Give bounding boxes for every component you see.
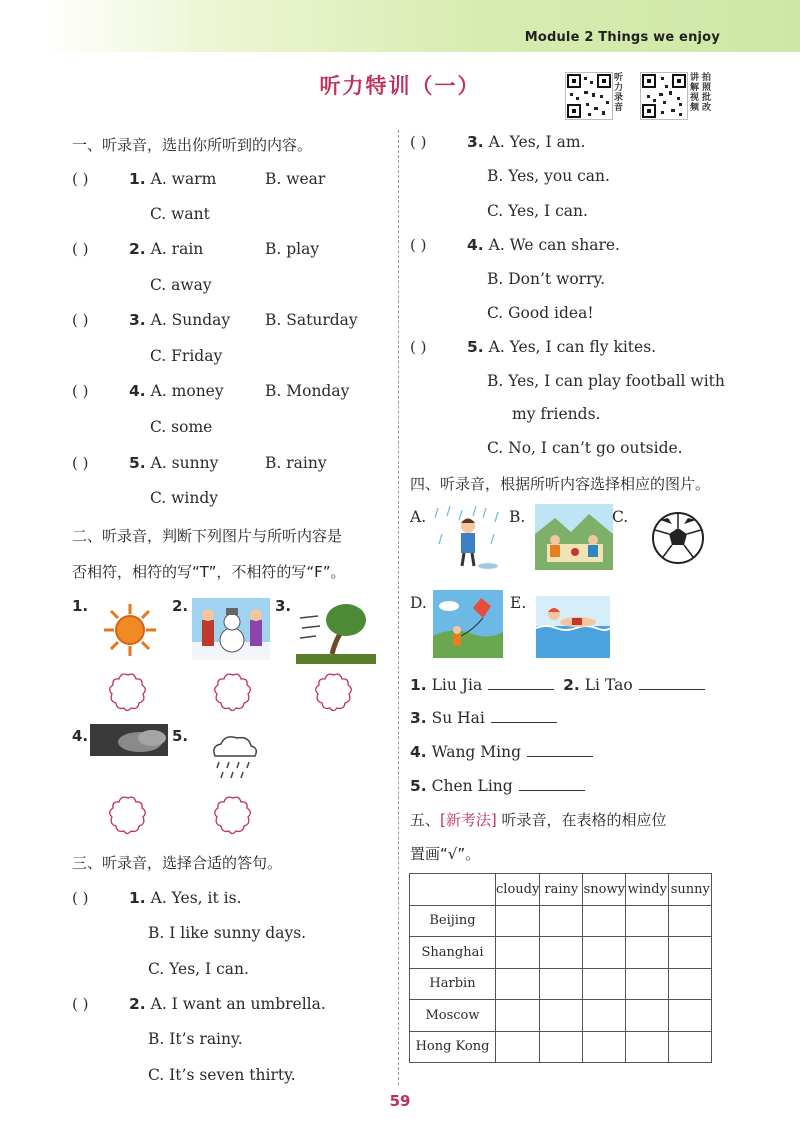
section-1-title: 一、听录音，选出你所听到的内容。 xyxy=(72,136,313,154)
new-test-tag: [新考法] xyxy=(440,811,497,829)
table-cell[interactable] xyxy=(583,905,626,937)
answer-flower-3[interactable] xyxy=(314,672,354,712)
answer-paren[interactable]: ( ) xyxy=(72,240,89,258)
s2-label-1: 1. xyxy=(72,597,89,615)
table-cell[interactable] xyxy=(669,937,712,969)
table-cell[interactable] xyxy=(583,1000,626,1032)
s2-label-5: 5. xyxy=(172,727,189,745)
s4-pic-label-e: E. xyxy=(510,594,527,612)
s4-name-row-4: 4. Wang Ming xyxy=(410,743,593,761)
table-row xyxy=(410,1000,712,1032)
s4-pic-label-a: A. xyxy=(410,508,427,526)
table-cell[interactable] xyxy=(496,1031,540,1063)
table-cell[interactable] xyxy=(626,968,669,1000)
column-header: windy xyxy=(626,874,669,906)
table-cell[interactable] xyxy=(540,1031,583,1063)
table-cell[interactable] xyxy=(626,937,669,969)
table-cell[interactable] xyxy=(540,937,583,969)
table-cell[interactable] xyxy=(669,1031,712,1063)
qr-label-left: 听 力 录 音 xyxy=(614,73,624,113)
s2-label-4: 4. xyxy=(72,727,89,745)
answer-flower-4[interactable] xyxy=(108,795,148,835)
answer-flower-2[interactable] xyxy=(213,672,253,712)
table-cell[interactable] xyxy=(626,1031,669,1063)
section-2-title-line-2: 否相符，相符的写“T”，不相符的写“F”。 xyxy=(72,563,346,581)
qr-code-listening[interactable] xyxy=(565,72,613,120)
sun-icon xyxy=(102,602,158,658)
page-number: 59 xyxy=(389,1092,411,1110)
s4-pic-label-d: D. xyxy=(410,594,427,612)
table-row xyxy=(410,1031,712,1063)
answer-blank[interactable] xyxy=(639,688,705,690)
answer-blank[interactable] xyxy=(527,755,593,757)
answer-paren[interactable]: ( ) xyxy=(410,236,427,254)
row-header: Hong Kong xyxy=(410,1031,496,1063)
answer-paren[interactable]: ( ) xyxy=(72,311,89,329)
column-header: rainy xyxy=(540,874,583,906)
column-header: cloudy xyxy=(496,874,540,906)
row-header: Shanghai xyxy=(410,937,496,969)
table-cell[interactable] xyxy=(626,905,669,937)
table-header-row xyxy=(410,874,712,906)
s4-pic-label-b: B. xyxy=(509,508,526,526)
answer-blank[interactable] xyxy=(488,688,554,690)
column-header: sunny xyxy=(669,874,712,906)
table-cell[interactable] xyxy=(496,905,540,937)
answer-flower-5[interactable] xyxy=(213,795,253,835)
answer-paren[interactable]: ( ) xyxy=(410,133,427,151)
page-title: 听力特训（一） xyxy=(319,74,481,98)
snowman-picture xyxy=(192,598,270,660)
table-cell[interactable] xyxy=(626,1000,669,1032)
table-cell[interactable] xyxy=(496,968,540,1000)
answer-paren[interactable]: ( ) xyxy=(72,170,89,188)
rain-cloud-icon xyxy=(205,732,261,788)
table-cell[interactable] xyxy=(669,905,712,937)
section-3-title: 三、听录音，选择合适的答句。 xyxy=(72,854,283,872)
kite-flying-picture xyxy=(433,590,503,658)
table-row xyxy=(410,968,712,1000)
swimming-picture xyxy=(536,596,610,658)
column-divider xyxy=(398,130,399,1085)
s4-pic-label-c: C. xyxy=(612,508,629,526)
answer-blank[interactable] xyxy=(519,789,585,791)
module-title: Module 2 Things we enjoy xyxy=(524,30,720,45)
answer-blank[interactable] xyxy=(491,721,557,723)
answer-flower-1[interactable] xyxy=(108,672,148,712)
table-corner-cell xyxy=(410,874,496,906)
row-header: Beijing xyxy=(410,905,496,937)
qr-code-video[interactable] xyxy=(640,72,688,120)
row-header: Moscow xyxy=(410,1000,496,1032)
table-cell[interactable] xyxy=(540,1000,583,1032)
table-row xyxy=(410,905,712,937)
s4-name-row-3: 3. Su Hai xyxy=(410,709,557,727)
answer-paren[interactable]: ( ) xyxy=(72,382,89,400)
section-5-title-line-2: 置画“√”。 xyxy=(410,845,481,863)
football-icon xyxy=(650,510,706,566)
s2-label-2: 2. xyxy=(172,597,189,615)
table-cell[interactable] xyxy=(669,1000,712,1032)
table-cell[interactable] xyxy=(583,1031,626,1063)
table-row xyxy=(410,937,712,969)
answer-paren[interactable]: ( ) xyxy=(410,338,427,356)
table-cell[interactable] xyxy=(583,937,626,969)
section-5-title-line-1: 五、[新考法] 听录音，在表格的相应位 xyxy=(410,811,667,829)
column-header: snowy xyxy=(583,874,626,906)
picnic-picture xyxy=(535,504,613,570)
answer-paren[interactable]: ( ) xyxy=(72,889,89,907)
windy-tree-picture xyxy=(296,598,376,664)
table-cell[interactable] xyxy=(540,905,583,937)
rainy-girl-picture xyxy=(432,504,504,572)
table-cell[interactable] xyxy=(583,968,626,1000)
table-cell[interactable] xyxy=(669,968,712,1000)
weather-table xyxy=(409,873,712,1063)
answer-paren[interactable]: ( ) xyxy=(72,995,89,1013)
table-cell[interactable] xyxy=(496,937,540,969)
row-header: Harbin xyxy=(410,968,496,1000)
s4-name-row-5: 5. Chen Ling xyxy=(410,777,585,795)
section-2-title-line-1: 二、听录音，判断下列图片与所听内容是 xyxy=(72,527,343,545)
table-cell[interactable] xyxy=(496,1000,540,1032)
table-cell[interactable] xyxy=(540,968,583,1000)
s2-label-3: 3. xyxy=(275,597,292,615)
cloudy-sky-picture xyxy=(90,724,168,756)
s4-name-row-1: 1. Liu Jia 2. Li Tao xyxy=(410,676,705,694)
section-4-title: 四、听录音，根据所听内容选择相应的图片。 xyxy=(410,475,711,493)
answer-paren[interactable]: ( ) xyxy=(72,454,89,472)
